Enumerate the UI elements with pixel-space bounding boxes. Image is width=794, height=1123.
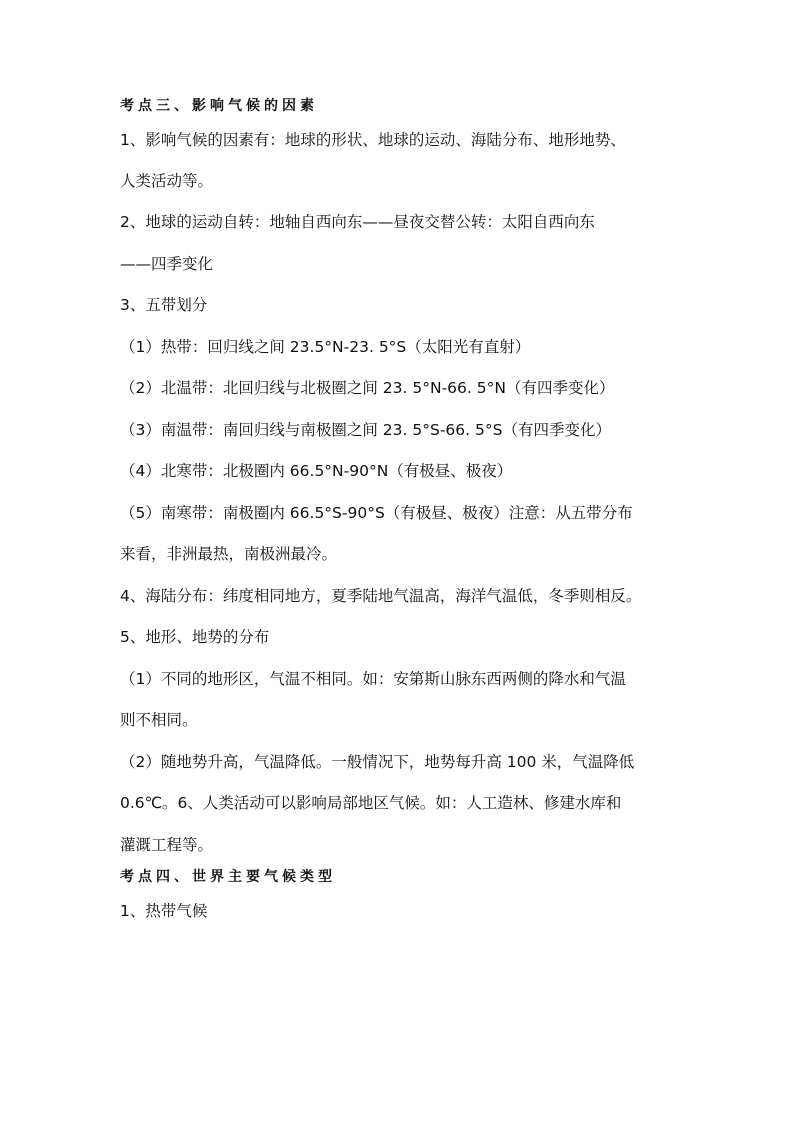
paragraph-line: 4、海陆分布：纬度相同地方，夏季陆地气温高，海洋气温低，冬季则相反。 — [120, 587, 642, 605]
paragraph-line: 5、地形、地势的分布 — [120, 628, 270, 646]
section-3-heading: 考点三、影响气候的因素 — [120, 98, 318, 114]
paragraph-line: （1）不同的地形区，气温不相同。如：安第斯山脉东西两侧的降水和气温 — [120, 670, 626, 688]
paragraph-line: （4）北寒带：北极圈内 66.5°N-90°N（有极昼、极夜） — [120, 462, 513, 480]
paragraph-line: （2）北温带：北回归线与北极圈之间 23. 5°N-66. 5°N（有四季变化） — [120, 379, 615, 397]
paragraph-line: 则不相同。 — [120, 711, 198, 729]
paragraph-line: 人类活动等。 — [120, 172, 214, 190]
paragraph-line: 1、热带气候 — [120, 902, 208, 920]
paragraph-line: 来看，非洲最热，南极洲最冷。 — [120, 545, 338, 563]
paragraph-line: 3、五带划分 — [120, 296, 208, 314]
paragraph-line: 灌溉工程等。 — [120, 836, 214, 854]
paragraph-line: （3）南温带：南回归线与南极圈之间 23. 5°S-66. 5°S（有四季变化） — [120, 421, 611, 439]
section-4-heading: 考点四、世界主要气候类型 — [120, 869, 336, 885]
paragraph-line: ——四季变化 — [120, 255, 214, 273]
paragraph-line: （5）南寒带：南极圈内 66.5°S-90°S（有极昼、极夜）注意：从五带分布 — [120, 504, 633, 522]
paragraph-line: （1）热带：回归线之间 23.5°N-23. 5°S（太阳光有直射） — [120, 338, 531, 356]
paragraph-line: 0.6℃。6、人类活动可以影响局部地区气候。如：人工造林、修建水库和 — [120, 794, 622, 812]
paragraph-line: 1、影响气候的因素有：地球的形状、地球的运动、海陆分布、地形地势、 — [120, 131, 626, 149]
paragraph-line: 2、地球的运动自转：地轴自西向东——昼夜交替公转：太阳自西向东 — [120, 213, 595, 231]
paragraph-line: （2）随地势升高，气温降低。一般情况下，地势每升高 100 米，气温降低 — [120, 753, 635, 771]
